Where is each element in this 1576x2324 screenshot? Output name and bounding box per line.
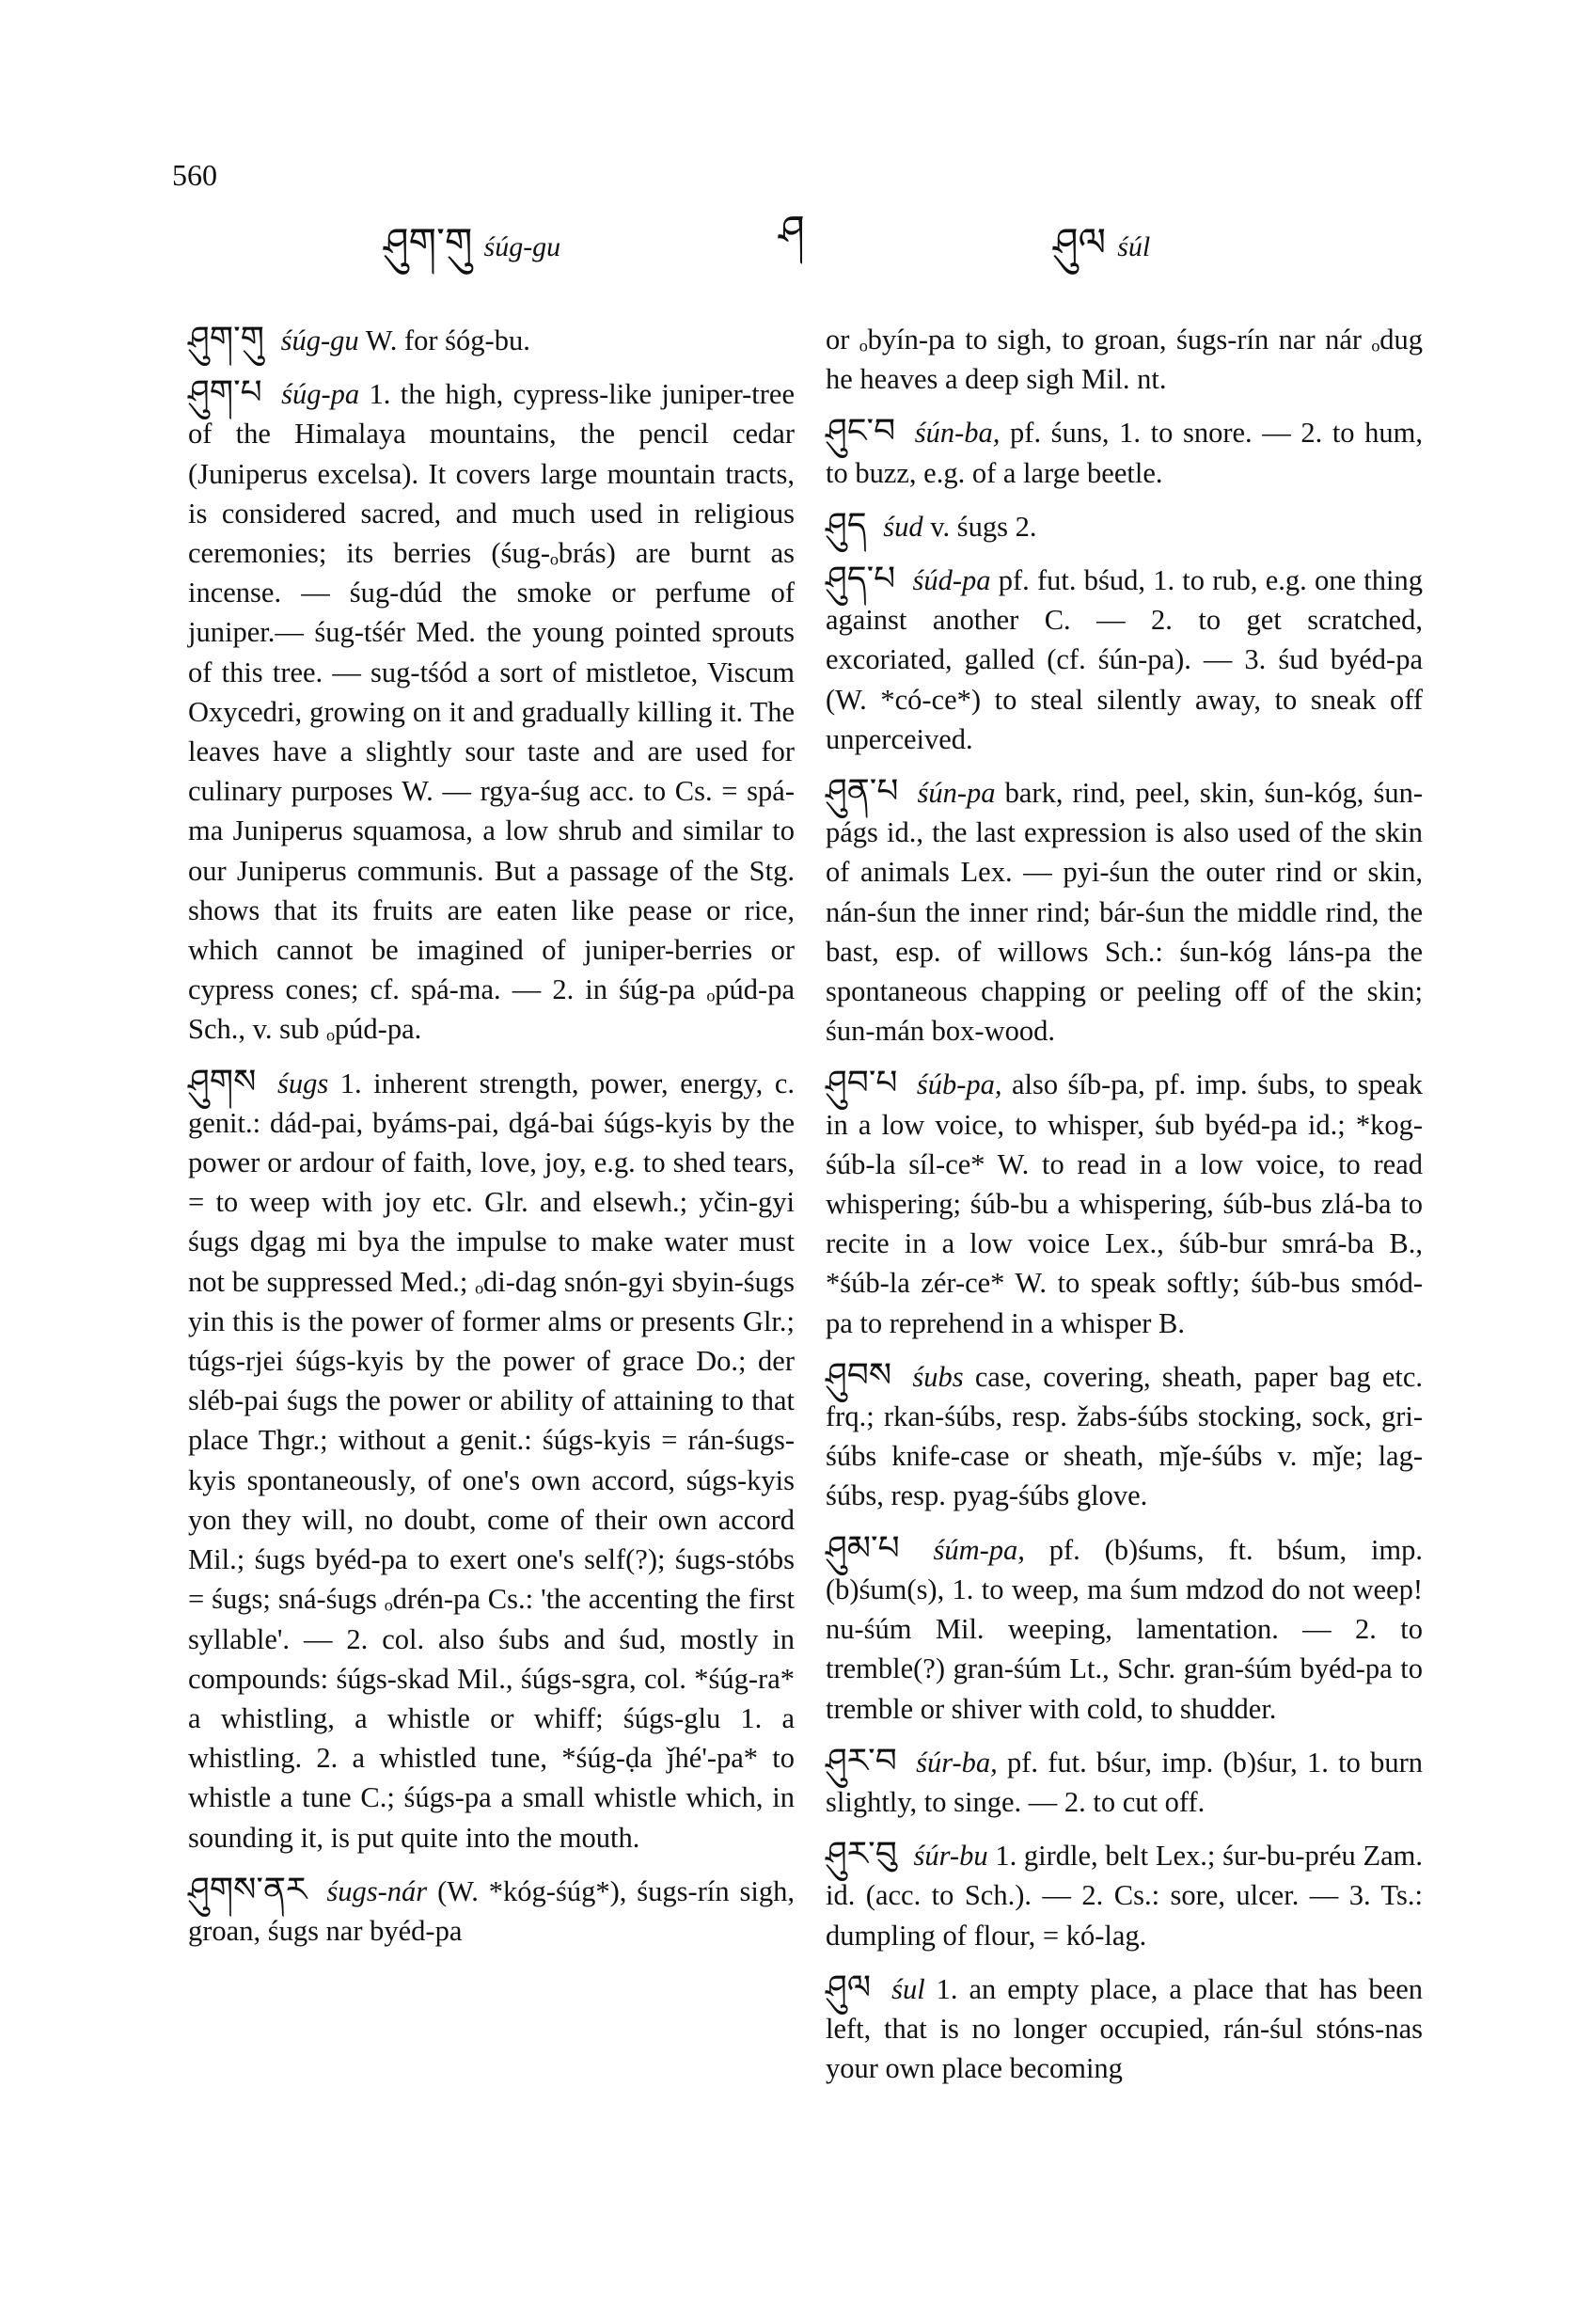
right-column xyxy=(826,320,1423,2101)
running-header-right xyxy=(1053,198,1150,309)
headword-tibetan: ཤུག་པ xyxy=(188,373,262,413)
dictionary-entry-continued xyxy=(826,320,1423,399)
headword-tibetan: ཤུར་བ xyxy=(826,1741,897,1780)
dictionary-entry xyxy=(826,1356,1423,1516)
headword-roman: śúb-pa, xyxy=(916,1068,1002,1101)
headword-roman: śúg-gu xyxy=(280,324,359,356)
headword-tibetan: ཤུང་བ xyxy=(826,412,896,451)
dictionary-entry xyxy=(188,1871,795,1951)
headword-tibetan: ཤུབས xyxy=(826,1355,892,1395)
entry-definition: pf. śuns, 1. to snore. — 2. to hum, to buzz, e.g. of a large beetle. xyxy=(826,417,1424,489)
entry-definition: v. śugs 2. xyxy=(930,510,1037,543)
entry-definition: case, covering, sheath, paper bag etc. frq.; rkan-śúbs, resp. žabs-śúbs stocking, sock, gri-śúbs knife-case or sheath, mǰe-śúbs v. mǰe; lag-śúbs, resp. pyag-śúbs glove. xyxy=(826,1360,1424,1512)
headword-roman: śugs xyxy=(276,1067,329,1099)
headword-roman: śud xyxy=(883,510,923,543)
entry-definition: 1. inherent strength, power, energy, c. genit.: dád-pai, byáms-pai, dgá-bai śúgs-kyis by the power or ardour of faith, love, joy, e.g. to shed tears, = to weep with joy etc. Glr. and elsewh.; yčin-gyi śugs dgag mi bya the impulse to make water must not be suppressed Med.; ₒdi-dag snón-gyi sbyin-śugs yin this is the power of former alms or presents Glr.; túgs-rjei śúgs-kyis by the power of grace Do.; der sléb-pai śugs the power or ability of attaining to that place Thgr.; without a genit.: śúgs-kyis = rán-śugs-kyis spontaneously, of one's own accord, súgs-kyis yon they will, no doubt, come of their own accord Mil.; śugs byéd-pa to exert one's self(?); śugs-stóbs = śugs; sná-śugs ₒdrén-pa Cs.: 'the accenting the first syllable'. — 2. col. also śubs and śud, mostly in compounds: śúgs-skad Mil., śúgs-sgra, col. *śúg-ra* a whistling, a whistle or whiff; śúgs-glu 1. a whistling. 2. a whistled tune, *śúg-ḍa ǰhé'-pa* to whistle a tune C.; śúgs-pa a small whistle which, in sounding it, is put quite into the mouth. xyxy=(188,1067,796,1854)
header-right-roman: śúl xyxy=(1117,231,1151,262)
dictionary-entry xyxy=(826,1064,1423,1342)
header-right-tibetan: ཤུལ xyxy=(1053,219,1107,265)
headword-tibetan: ཤུམ་པ xyxy=(826,1528,900,1568)
entry-definition: 1. the high, cypress-like juniper-tree of the Himalaya mountains, the pencil cedar (Juniperus excelsa). It covers large mountain tracts, is considered sacred, and much used in religious ceremonies; its berries (śug-ₒbrás) are burnt as incense. — śug-dúd the smoke or perfume of juniper.— śug-tśér Med. the young pointed sprouts of this tree. — sug-tśód a sort of mistletoe, Viscum Oxycedri, growing on it and gradually killing it. The leaves have a slightly sour taste and are used for culinary purposes W. — rgya-śug acc. to Cs. = spá-ma Juniperus squamosa, a low shrub and similar to our Juniperus communis. But a passage of the Stg. shows that its fruits are eaten like pease or rice, which cannot be imagined of juniper-berries or cypress cones; cf. spá-ma. — 2. in śúg-pa ₒpúd-pa Sch., v. sub ₒpúd-pa. xyxy=(188,378,795,1046)
headword-roman: śún-pa xyxy=(917,777,996,810)
headword-tibetan: ཤུལ xyxy=(826,1968,872,2007)
dictionary-entry xyxy=(826,1529,1423,1729)
headword-roman: śubs xyxy=(912,1360,964,1393)
dictionary-entry xyxy=(826,772,1423,1051)
headword-tibetan: ཤུགས་ནར xyxy=(188,1870,307,1909)
entry-definition: also śíb-pa, pf. imp. śubs, to speak in a low voice, to whisper, śub byéd-pa id.; *kog-śúb-la síl-ce* W. to read in a low voice, to read whispering; śúb-bu a whispering, śúb-bus zlá-ba to recite in a low voice Lex., śúb-bur smrá-ba B., *śúb-la zér-ce* W. to speak softly; śúb-bus smód-pa to reprehend in a whisper B. xyxy=(826,1068,1424,1339)
running-header-left xyxy=(384,198,560,309)
entry-definition: W. for śóg-bu. xyxy=(365,324,530,356)
headword-roman: śún-ba, xyxy=(914,417,1001,450)
dictionary-entry xyxy=(826,1742,1423,1822)
headword-tibetan: ཤུད xyxy=(826,505,867,545)
entry-definition: pf. fut. bśud, 1. to rub, e.g. one thing against another C. — 2. to get scratched, excoriated, galled (cf. śún-pa). — 3. śud byéd-pa (W. *có-ce*) to steal silently away, to sneak off unperceived. xyxy=(826,564,1424,755)
headword-tibetan: ཤུགས xyxy=(188,1062,257,1101)
entry-definition: (W. *kóg-śúg*), śugs-rín sigh, groan, śugs nar byéd-pa xyxy=(188,1874,795,1947)
entry-definition: 1. girdle, belt Lex.; śur-bu-préu Zam. id. (acc. to Sch.). — 2. Cs.: sore, ulcer. — 3. Ts.: dumpling of flour, = kó-lag. xyxy=(826,1840,1423,1952)
dictionary-entry xyxy=(826,1968,1423,2089)
headword-roman: śul xyxy=(891,1972,925,2005)
dictionary-entry xyxy=(188,1063,795,1858)
header-left-roman: śúg-gu xyxy=(483,231,561,262)
dictionary-entry xyxy=(826,412,1423,492)
entry-definition: 1. an empty place, a place that has been left, that is no longer occupied, rán-śul stóns-nas your own place becoming xyxy=(826,1972,1423,2085)
running-header-letter: ཤ xyxy=(779,207,805,255)
headword-roman: śugs-nár xyxy=(326,1874,428,1907)
headword-roman: śúm-pa, xyxy=(933,1533,1025,1566)
left-column xyxy=(188,320,795,1964)
page-number: 560 xyxy=(172,158,217,192)
headword-tibetan: ཤུད་པ xyxy=(826,560,896,599)
dictionary-entry xyxy=(188,373,795,1049)
entry-definition: pf. (b)śums, ft. bśum, imp. (b)śum(s), 1. to weep, ma śum mdzod do not weep! nu-śúm Mil. weeping, lamentation. — 2. to tremble(?) gran-śúm Lt., Schr. gran-śúm byéd-pa to tremble or shiver with cold, to shudder. xyxy=(826,1533,1424,1725)
headword-roman: śúg-pa xyxy=(281,378,360,411)
entry-definition: bark, rind, peel, skin, śun-kóg, śun-págs id., the last expression is also used of the skin of animals Lex. — pyi-śun the outer rind or skin, nán-śun the inner rind; bár-śun the middle rind, the bast, esp. of willows Sch.: śun-kóg láns-pa the spontaneous chapping or peeling off of the skin; śun-mán box-wood. xyxy=(826,777,1423,1048)
dictionary-entry xyxy=(826,560,1423,759)
headword-tibetan: ཤུན་པ xyxy=(826,772,899,812)
header-left-tibetan: ཤུག་གུ xyxy=(384,219,473,265)
dictionary-entry xyxy=(826,506,1423,546)
headword-tibetan: ཤུབ་པ xyxy=(826,1064,898,1103)
entry-definition: pf. fut. bśur, imp. (b)śur, 1. to burn slightly, to singe. — 2. to cut off. xyxy=(826,1746,1424,1818)
dictionary-entry xyxy=(826,1835,1423,1955)
entry-definition: or ₒbyín-pa to sigh, to groan, śugs-rín nar nár ₒdug he heaves a deep sigh Mil. nt. xyxy=(826,324,1423,396)
headword-roman: śúr-ba, xyxy=(916,1746,998,1779)
headword-roman: śúd-pa xyxy=(912,564,991,597)
headword-tibetan: ཤུག་གུ xyxy=(188,320,265,358)
headword-roman: śúr-bu xyxy=(913,1840,988,1873)
dictionary-entry xyxy=(188,320,795,360)
headword-tibetan: ཤུར་བུ xyxy=(826,1835,897,1874)
